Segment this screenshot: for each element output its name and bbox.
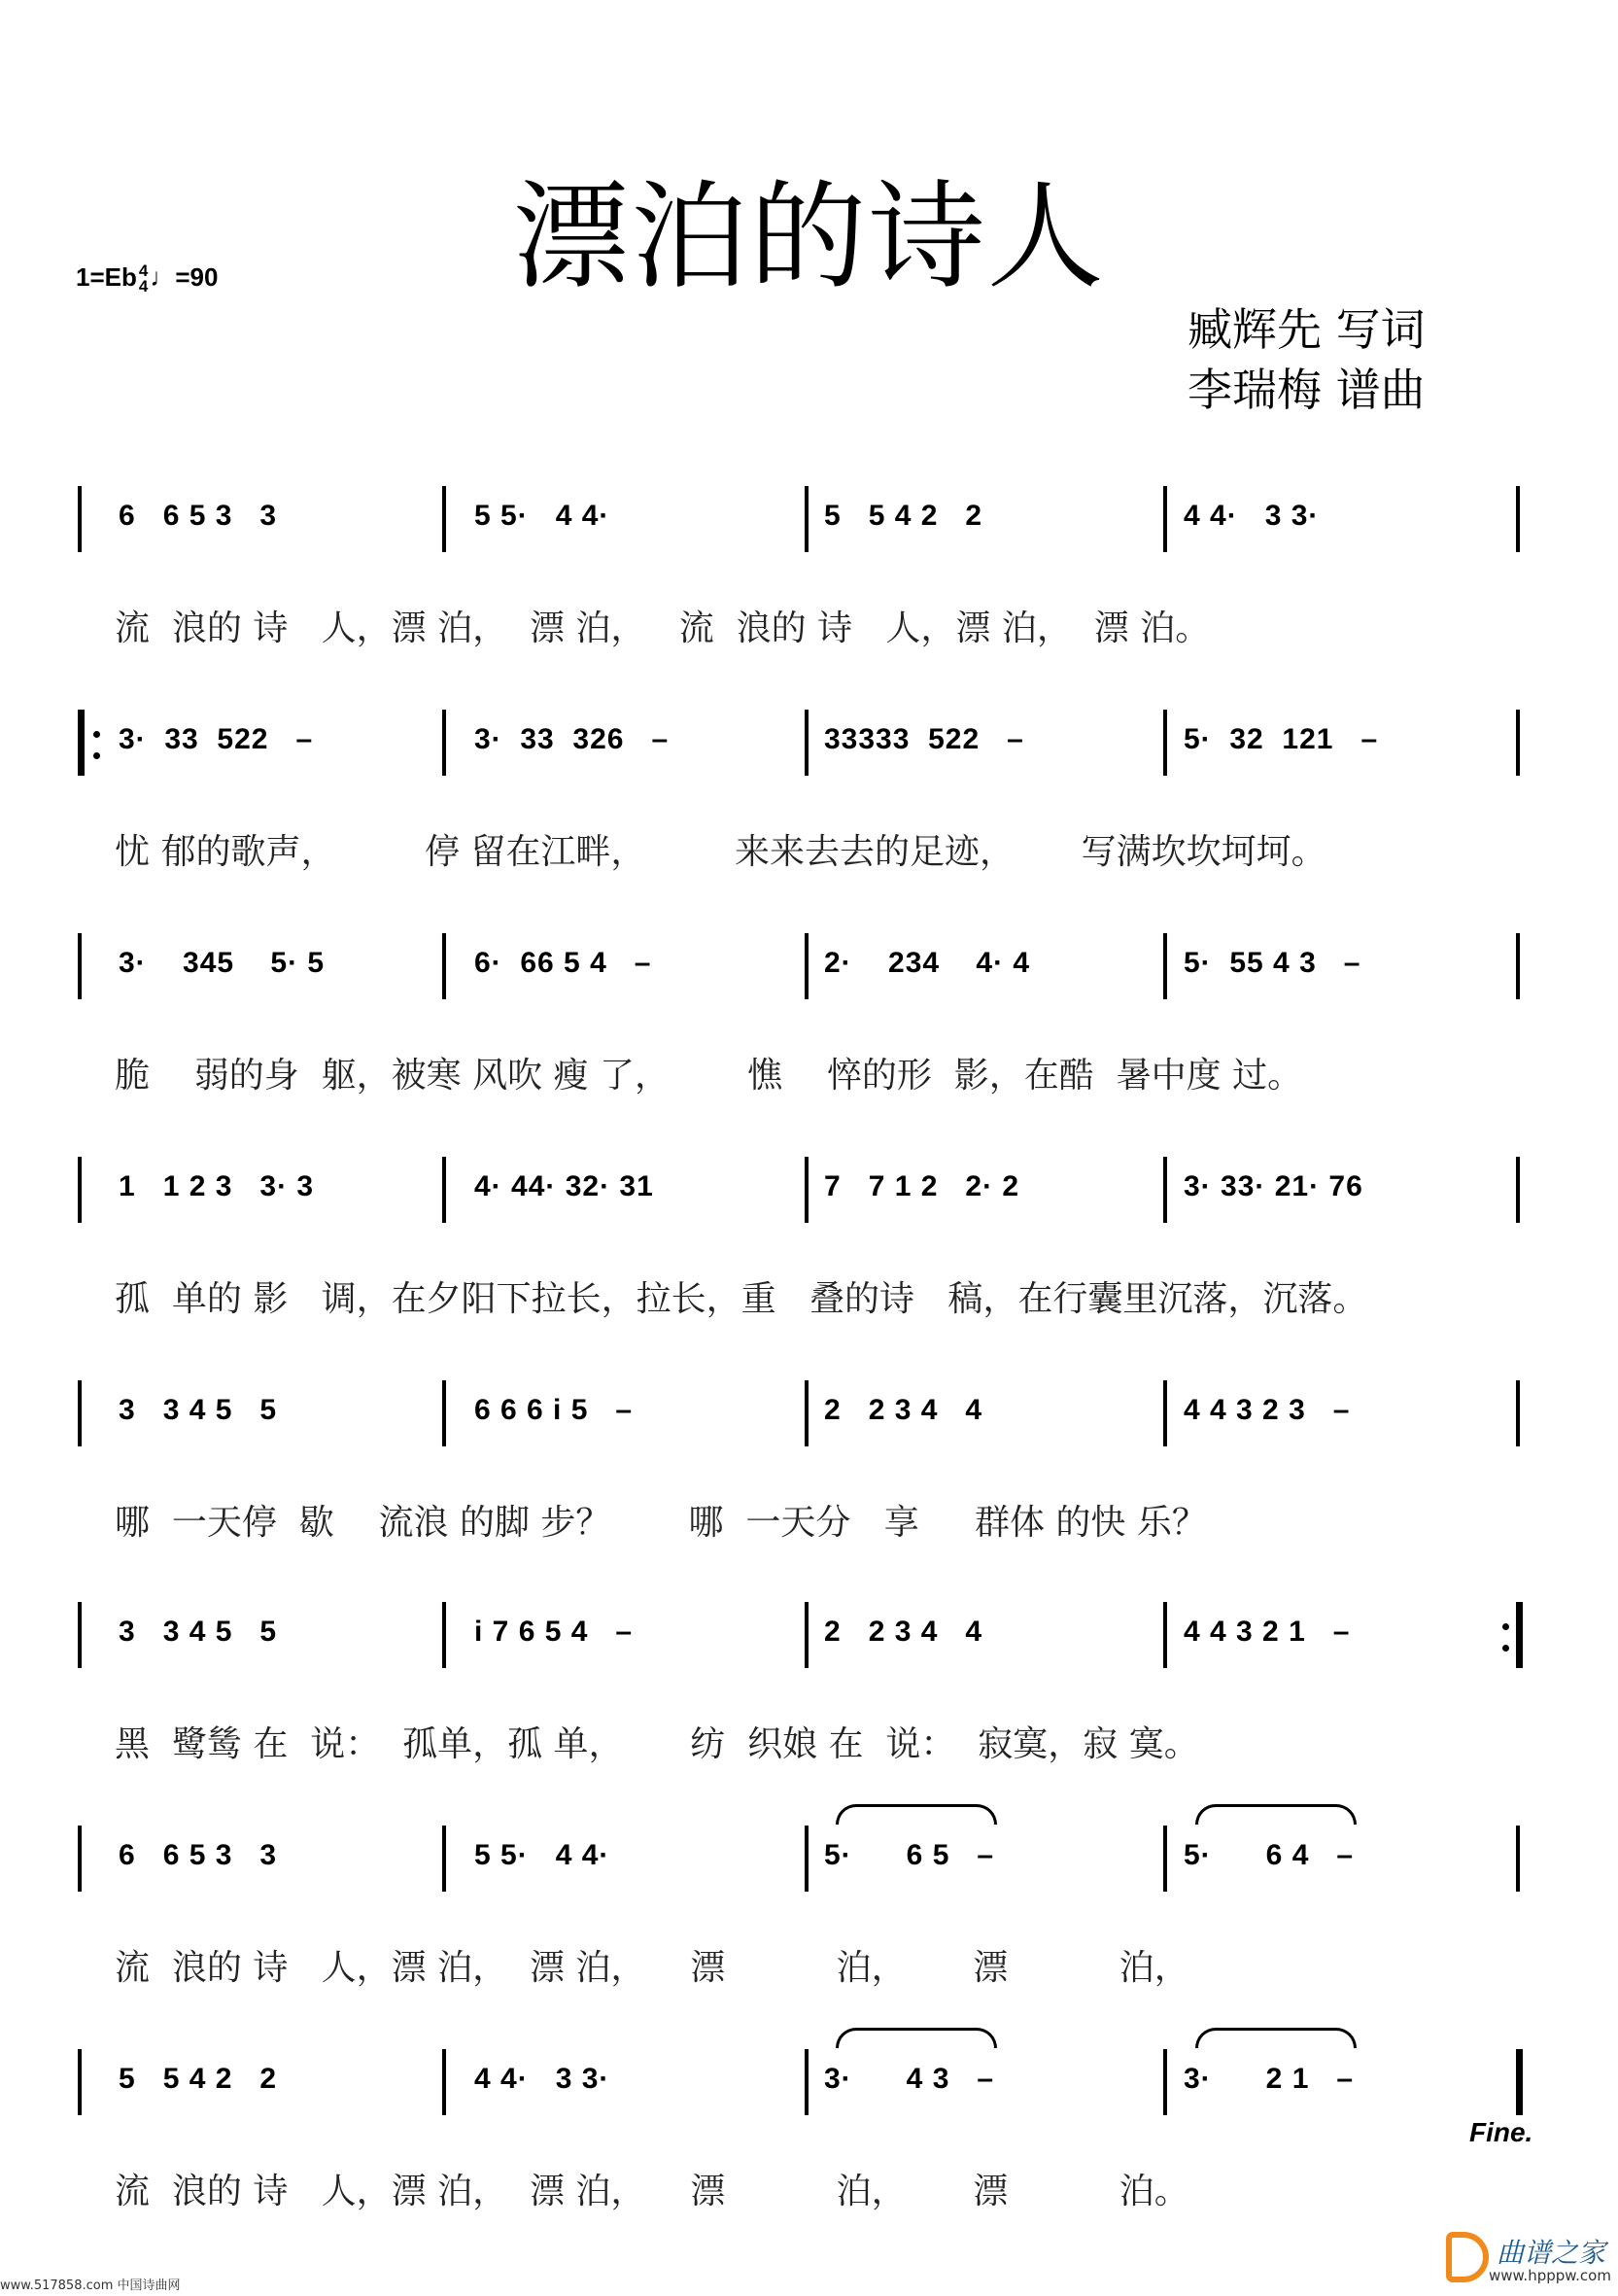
measure: 3· 345 5· 5	[119, 947, 326, 979]
measure: 2 2 3 4 4	[824, 1616, 983, 1648]
score-line	[58, 710, 1535, 872]
notes-row	[58, 1602, 1535, 1680]
bar-line	[442, 1602, 446, 1668]
measure: 6· 66 5 4 –	[474, 947, 652, 979]
notes-row	[58, 710, 1535, 787]
bar-line	[1163, 710, 1167, 776]
tie-arc	[836, 1804, 997, 1825]
bar-line	[442, 1826, 446, 1892]
fine-marking: Fine.	[1469, 2117, 1533, 2147]
notes-row	[58, 1380, 1535, 1458]
lyricist: 臧辉先 写词	[1188, 303, 1426, 356]
bar-line	[805, 1380, 809, 1446]
measure: 3 3 4 5 5	[119, 1394, 278, 1426]
bar-line	[1516, 2049, 1523, 2115]
notes-row	[58, 933, 1535, 1011]
time-signature: 4 4	[138, 261, 149, 296]
bar-line	[1163, 1380, 1167, 1446]
measure: 6 6 5 3 3	[119, 1839, 278, 1871]
lyrics-row: 流 浪的 诗 人，漂 泊， 漂 泊， 漂 泊， 漂 泊。	[115, 2172, 1189, 2211]
bar-line	[442, 933, 446, 999]
notes-row	[58, 2049, 1535, 2127]
key-signature: 1=Eb	[76, 262, 137, 292]
tempo-marking	[76, 262, 218, 295]
measure: i 7 6 5 4 –	[474, 1616, 634, 1648]
measure: 1 1 2 3 3· 3	[119, 1170, 315, 1202]
measure: 4 4 3 2 3 –	[1184, 1394, 1351, 1426]
measure: 5 5 4 2 2	[824, 500, 983, 532]
lyrics-row: 哪 一天停 歇 流浪 的脚 步？ 哪 一天分 享 群体 的快 乐？	[115, 1503, 1207, 1543]
bar-line	[805, 1157, 809, 1223]
measure: 4 4· 3 3·	[1184, 500, 1320, 532]
bar-line	[805, 1826, 809, 1892]
bar-line	[805, 2049, 809, 2115]
repeat-dot	[1502, 1623, 1509, 1630]
bar-line	[442, 1380, 446, 1446]
repeat-dot	[93, 752, 100, 759]
notes-row	[58, 486, 1535, 564]
notes-row	[58, 1157, 1535, 1235]
bar-line	[805, 486, 809, 552]
measure: 4 4· 3 3·	[474, 2063, 610, 2095]
footer-logo	[1446, 2232, 1611, 2290]
measure: 4· 44· 32· 31	[474, 1170, 654, 1202]
measure: 5 5· 4 4·	[474, 500, 610, 532]
bar-line	[78, 1602, 82, 1668]
score-line	[58, 933, 1535, 1096]
bar-line	[78, 1380, 82, 1446]
measure: 3· 33· 21· 76	[1184, 1170, 1363, 1202]
bar-line	[442, 2049, 446, 2115]
bar-line	[78, 1826, 82, 1892]
bar-line	[1163, 1826, 1167, 1892]
repeat-dot	[1502, 1645, 1509, 1652]
score-line	[58, 1157, 1535, 1319]
footer-site: www.517858.com 中国诗曲网	[0, 2279, 181, 2293]
bar-line	[1516, 1157, 1520, 1223]
score-line	[58, 1826, 1535, 1988]
bar-line	[78, 710, 85, 776]
bar-line	[1516, 933, 1520, 999]
measure: 3 3 4 5 5	[119, 1616, 278, 1648]
tie-arc	[1195, 2028, 1357, 2048]
score-line	[58, 486, 1535, 648]
bar-line	[442, 1157, 446, 1223]
lyrics-row: 流 浪的 诗 人，漂 泊， 漂 泊， 漂 泊， 漂 泊，	[115, 1948, 1189, 1988]
measure: 5 5· 4 4·	[474, 1839, 610, 1871]
repeat-dot	[93, 731, 100, 738]
measure: 7 7 1 2 2· 2	[824, 1170, 1020, 1202]
logo-icon	[1446, 2232, 1489, 2282]
lyrics-row: 流 浪的 诗 人，漂 泊， 漂 泊， 流 浪的 诗 人，漂 泊， 漂 泊。	[115, 609, 1211, 648]
bar-line	[1163, 2049, 1167, 2115]
tie-arc	[1195, 1804, 1357, 1825]
bar-line	[805, 1602, 809, 1668]
measure: 5 5 4 2 2	[119, 2063, 278, 2095]
notes-row	[58, 1826, 1535, 1903]
measure: 5· 6 4 –	[1184, 1839, 1355, 1871]
measure: 3· 33 326 –	[474, 723, 670, 755]
measure: 6 6 5 3 3	[119, 500, 278, 532]
logo-name: 曲谱之家	[1497, 2237, 1606, 2269]
measure: 3· 33 522 –	[119, 723, 314, 755]
bar-line	[1516, 1826, 1520, 1892]
measure: 5· 6 5 –	[824, 1839, 995, 1871]
score-line	[58, 1380, 1535, 1543]
bar-line	[1516, 1602, 1523, 1668]
credits	[1188, 299, 1426, 420]
measure: 5· 32 121 –	[1184, 723, 1379, 755]
composer: 李瑞梅 谱曲	[1188, 364, 1426, 416]
measure: 5· 55 4 3 –	[1184, 947, 1361, 979]
measure: 4 4 3 2 1 –	[1184, 1616, 1351, 1648]
bar-line	[1163, 1157, 1167, 1223]
measure: 2 2 3 4 4	[824, 1394, 983, 1426]
bar-line	[1516, 486, 1520, 552]
measure: 2· 234 4· 4	[824, 947, 1031, 979]
bar-line	[1516, 710, 1520, 776]
lyrics-row: 忧 郁的歌声， 停 留在江畔， 来来去去的足迹， 写满坎坎坷坷。	[115, 832, 1326, 872]
bar-line	[1163, 933, 1167, 999]
bar-line	[1163, 1602, 1167, 1668]
bar-line	[1516, 1380, 1520, 1446]
score-title: 漂泊的诗人	[512, 170, 1106, 305]
bar-line	[78, 1157, 82, 1223]
lyrics-row: 黑 鹭鸶 在 说： 孤单，孤 单， 纺 织娘 在 说： 寂寞，寂 寞。	[115, 1724, 1199, 1764]
bar-line	[78, 486, 82, 552]
tie-arc	[836, 2028, 997, 2048]
tempo-value: =90	[175, 262, 219, 292]
lyrics-row: 孤 单的 影 调，在夕阳下拉长，拉长，重 叠的诗 稿，在行囊里沉落，沉落。	[115, 1279, 1368, 1319]
bar-line	[78, 2049, 82, 2115]
measure: 3· 2 1 –	[1184, 2063, 1355, 2095]
bar-line	[442, 486, 446, 552]
lyrics-row: 脆 弱的身 躯，被寒 风吹 瘦 了， 憔 悴的形 影，在酷 暑中度 过。	[115, 1056, 1303, 1096]
logo-url: www.hpppw.com	[1489, 2267, 1611, 2284]
bar-line	[78, 933, 82, 999]
quarter-note-icon: ♩	[150, 262, 176, 292]
measure: 33333 522 –	[824, 723, 1024, 755]
measure: 6 6 6 i 5 –	[474, 1394, 634, 1426]
measure: 3· 4 3 –	[824, 2063, 995, 2095]
bar-line	[805, 710, 809, 776]
bar-line	[442, 710, 446, 776]
score-line	[58, 1602, 1535, 1764]
bar-line	[805, 933, 809, 999]
bar-line	[1163, 486, 1167, 552]
